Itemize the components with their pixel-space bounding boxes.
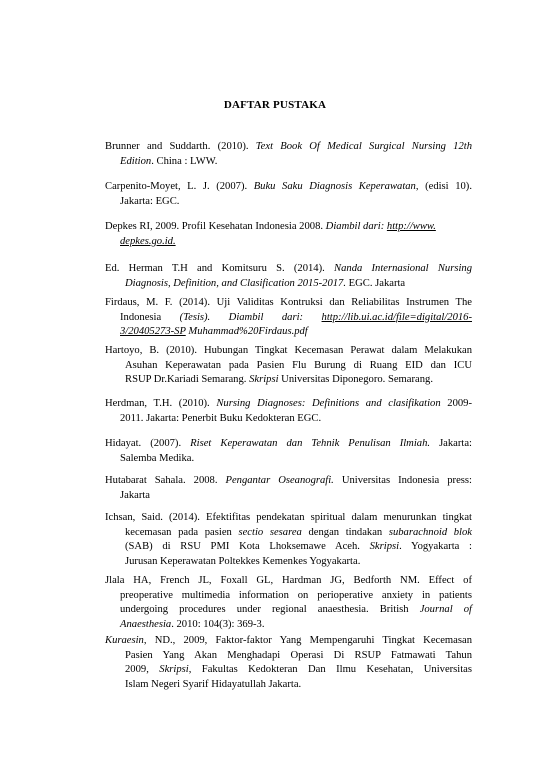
reference-text: Asuhan Keperawatan pada Pasien Flu Burung di Ruang EID dan ICU <box>125 359 472 371</box>
reference-line <box>105 663 472 678</box>
reference-line <box>105 474 472 489</box>
reference-text: Jlala HA, French JL, Foxall GL, Hardman JG, Bedforth NM. Effect of <box>105 575 472 586</box>
reference-text: Depkes RI, 2009. Profil Kesehatan Indonesia 2008. <box>105 221 326 232</box>
reference-text: Jakarta: <box>430 438 473 449</box>
page-title: DAFTAR PUSTAKA <box>223 99 327 111</box>
reference-line <box>105 489 472 504</box>
reference-entry <box>105 296 472 340</box>
reference-line <box>105 155 472 170</box>
reference-text: Diagnosis, Definition, and Clasification 2015-2017. <box>125 277 346 289</box>
reference-line <box>105 180 472 195</box>
reference-entry <box>105 140 472 169</box>
reference-entry <box>105 397 472 426</box>
reference-text: , Fakultas Kedokteran Dan Ilmu Kesehatan, Universitas <box>188 664 473 675</box>
reference-text: , ND., 2009, Faktor-faktor Yang Mempengaruhi Tingkat Kecemasan <box>143 635 472 646</box>
reference-text: Skripsi <box>369 541 400 552</box>
reference-text: 2011. Jakarta: Penerbit Buku Kedokteran EGC. <box>120 412 322 424</box>
reference-text: Islam Negeri Syarif Hidayatullah Jakarta. <box>125 678 302 690</box>
reference-text: Salemba Medika. <box>120 452 195 464</box>
reference-text: Jakarta <box>120 489 150 501</box>
reference-entry <box>105 180 472 209</box>
reference-link[interactable]: depkes.go.id. <box>120 235 176 247</box>
reference-text: (SAB) di RSU PMI Kota Lhoksemawe Aceh. <box>125 541 370 552</box>
reference-text: Nanda Internasional Nursing <box>334 263 472 274</box>
reference-text: Firdaus, M. F. (2014). Uji Validitas Kontruksi dan Reliabilitas Instrumen The <box>105 297 472 308</box>
reference-text: Anaesthesia <box>120 618 172 630</box>
reference-text: dengan tindakan <box>301 526 389 538</box>
reference-entry <box>105 634 472 692</box>
reference-text: Nursing Diagnoses: Definitions and clasifikation <box>216 398 441 409</box>
reference-entry <box>105 344 472 388</box>
reference-text: Jakarta: EGC. <box>120 195 180 207</box>
reference-line <box>105 437 472 452</box>
reference-text: Text Book Of Medical Surgical Nursing 12th <box>255 141 472 152</box>
reference-link[interactable]: http://www. <box>386 221 436 232</box>
reference-line <box>105 235 472 250</box>
reference-text: Herdman, T.H. (2010). <box>105 398 217 409</box>
reference-entry <box>105 511 472 569</box>
reference-line <box>105 373 472 388</box>
reference-text: Skripsi <box>249 374 279 385</box>
reference-text: kecemasan pada pasien <box>125 526 239 538</box>
reference-entry <box>105 220 472 249</box>
reference-entry <box>105 437 472 466</box>
reference-text: Hartoyo, B. (2010). Hubungan Tingkat Kecemasan Perawat dalam Melakukan <box>105 345 472 356</box>
reference-line <box>105 618 472 633</box>
reference-text: Muhammad%20Firdaus.pdf <box>185 326 308 337</box>
reference-text: Brunner and Suddarth. (2010). <box>105 141 256 152</box>
reference-link[interactable]: 3/20405273-SP <box>120 326 186 337</box>
reference-line <box>105 526 472 541</box>
reference-text: 2009- <box>440 398 472 409</box>
reference-text: Kuraesin <box>105 635 144 646</box>
reference-entry <box>105 474 472 503</box>
reference-entry <box>105 262 472 291</box>
reference-entry <box>105 574 472 632</box>
reference-text: sectio sesarea <box>238 526 302 538</box>
reference-line <box>105 511 472 526</box>
reference-text: Ichsan, Said. (2014). Efektifitas pendekatan spiritual dalam menurunkan tingkat <box>105 512 472 523</box>
reference-text: Diambil dari: <box>325 221 387 232</box>
reference-text: EGC. Jakarta <box>346 277 406 289</box>
reference-text: RSUP Dr.Kariadi Semarang. <box>125 374 250 385</box>
reference-line <box>105 296 472 311</box>
reference-text: undergoing procedures under regional anaesthesia. British <box>120 604 420 615</box>
reference-text: Pasien Yang Akan Menghadapi Operasi Di RSUP Fatmawati Tahun <box>125 649 472 661</box>
reference-text: . China : LWW. <box>151 155 218 167</box>
reference-line <box>105 277 472 292</box>
reference-line <box>105 220 472 235</box>
reference-line <box>105 195 472 210</box>
reference-text: subarachnoid blok <box>388 526 472 538</box>
reference-text: (Tesis). Diambil dari: <box>179 311 322 323</box>
reference-text: Journal of <box>419 604 472 615</box>
reference-text: Hidayat. (2007). <box>105 438 191 449</box>
reference-text: Carpenito-Moyet, L. J. (2007). <box>105 181 254 192</box>
reference-text: Buku Saku Diagnosis Keperawatan <box>253 181 416 192</box>
reference-text: Skripsi <box>159 664 189 675</box>
reference-line <box>105 540 472 555</box>
reference-line <box>105 397 472 412</box>
reference-line <box>105 359 472 374</box>
reference-line <box>105 649 472 664</box>
reference-text: Edition <box>120 155 152 167</box>
reference-text: . Yogyakarta : <box>399 541 472 552</box>
reference-text: preoperative multimedia information on perioperative anxiety in patients <box>120 589 472 601</box>
reference-line <box>105 678 472 693</box>
reference-line <box>105 344 472 359</box>
reference-line <box>105 412 472 427</box>
reference-text: Ed. Herman T.H and Komitsuru S. (2014). <box>105 263 335 274</box>
reference-text: Hutabarat Sahala. 2008. <box>105 475 226 486</box>
reference-line <box>105 589 472 604</box>
reference-text: Indonesia <box>120 311 180 323</box>
reference-text: Pengantar Oseanografi. <box>225 475 334 486</box>
reference-line <box>105 603 472 618</box>
reference-text: Jurusan Keperawatan Poltekkes Kemenkes Yogyakarta. <box>125 555 361 567</box>
reference-line <box>105 325 472 340</box>
reference-text: 2009, <box>125 664 160 675</box>
reference-text: Universitas Indonesia press: <box>333 475 472 486</box>
reference-line <box>105 555 472 570</box>
reference-line <box>105 311 472 326</box>
reference-text: Riset Keperawatan dan Tehnik Penulisan Ilmiah. <box>190 438 431 449</box>
reference-text: . 2010: 104(3): 369-3. <box>171 618 265 630</box>
reference-line <box>105 262 472 277</box>
reference-line <box>105 452 472 467</box>
reference-line <box>105 140 472 155</box>
reference-line <box>105 634 472 649</box>
reference-line <box>105 574 472 589</box>
reference-text: Universitas Diponegoro. Semarang. <box>278 374 433 385</box>
reference-link[interactable]: http://lib.ui.ac.id/file=digital/2016- <box>321 311 472 323</box>
reference-text: , (edisi 10). <box>415 181 472 192</box>
